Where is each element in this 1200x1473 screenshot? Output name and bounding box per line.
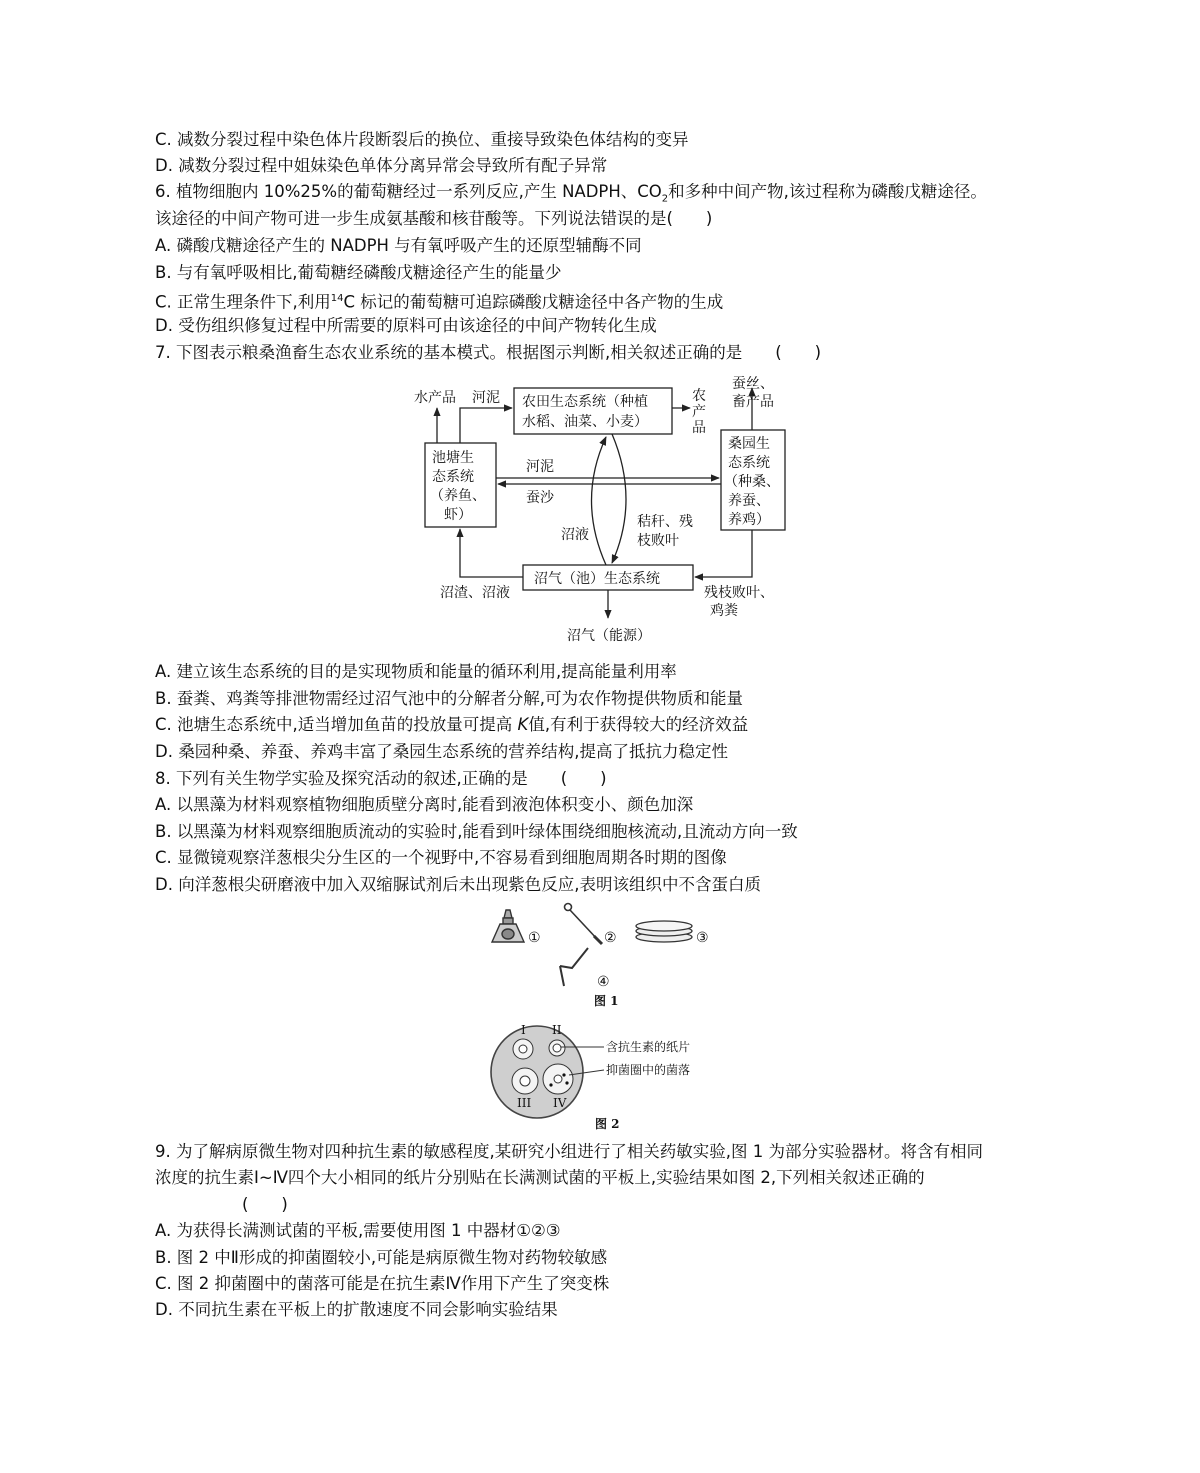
q9-option-d: D. 不同抗生素在平板上的扩散速度不同会影响实验结果 [155,1300,558,1319]
q8-option-a: A. 以黑藻为材料观察植物细胞质壁分离时,能看到液泡体积变小、颜色加深 [155,795,694,814]
q9-option-a: A. 为获得长满测试菌的平板,需要使用图 1 中器材①②③ [155,1221,561,1240]
straw-label-2: 枝败叶 [637,533,679,549]
q7-option-c-part: C. 池塘生态系统中,适当增加鱼苗的投放量可提高 [155,715,518,734]
pond-box-label-3: （养鱼、 [430,488,486,504]
label-antibiotic-disc: 含抗生素的纸片 [606,1040,691,1054]
q6-option-b: B. 与有氧呼吸相比,葡萄糖经磷酸戊糖途径产生的能量少 [155,263,562,282]
ecosystem-diagram [400,370,800,655]
mulberry-box-label-4: 养蚕、 [728,493,770,509]
q7-stem: 7. 下图表示粮桑渔畜生态农业系统的基本模式。根据图示判断,相关叙述正确的是 ( ) [155,343,822,362]
fig1-num-4: ④ [597,974,610,990]
mulberry-box-label-5: 养鸡） [728,512,770,528]
q9-stem-line3: ( ) [242,1195,288,1214]
agri-products-label-3: 品 [692,420,706,436]
water-products-label: 水产品 [414,390,456,406]
q5-option-c: C. 减数分裂过程中染色体片段断裂后的换位、重接导致染色体结构的变异 [155,130,689,149]
farm-box-label-2: 水稻、油菜、小麦） [522,414,648,430]
agri-products-label-2: 产 [692,404,706,420]
mulberry-box-label-1: 桑园生 [728,436,770,452]
fig1-num-2: ② [604,930,617,946]
q6-option-a: A. 磷酸戊糖途径产生的 NADPH 与有氧呼吸产生的还原型辅酶不同 [155,236,642,255]
mulberry-box-label-3: （种桑、 [724,474,780,490]
biogas-box-label: 沼气（池）生态系统 [534,571,660,587]
q7-option-b: B. 蚕粪、鸡粪等排泄物需经过沼气池中的分解者分解,可为农作物提供物质和能量 [155,689,744,708]
q6-option-c-part: C. 正常生理条件下,利用 [155,292,331,312]
farm-box-label-1: 农田生态系统（种植 [522,394,648,410]
river-mud-mid-label: 河泥 [526,459,554,475]
q6-option-c-superscript: 14 [330,293,344,304]
q9-option-b: B. 图 2 中Ⅱ形成的抑菌圈较小,可能是病原微生物对药物较敏感 [155,1248,608,1267]
silk-products-label-2: 畜产品 [732,394,774,410]
q6-option-c-part: C 标记的葡萄糖可追踪磷酸戊糖途径中各产物的生成 [343,292,724,312]
fig1-num-1: ① [528,930,541,946]
fig2-caption: 图 2 [595,1117,620,1131]
figure-1-lab-equipment [480,900,720,1010]
residue-slurry-label: 沼渣、沼液 [440,585,510,601]
fig1-num-3: ③ [696,930,709,946]
branches-label-1: 残枝败叶、 [704,585,774,601]
q7-option-d: D. 桑园种桑、养蚕、养鸡丰富了桑园生态系统的营养结构,提高了抵抗力稳定性 [155,742,728,761]
q7-option-a: A. 建立该生态系统的目的是实现物质和能量的循环利用,提高能量利用率 [155,662,677,681]
q8-option-b: B. 以黑藻为材料观察细胞质流动的实验时,能看到叶绿体围绕细胞核流动,且流动方向一致 [155,822,798,841]
biogas-energy-label: 沼气（能源） [567,628,651,644]
pond-box-label-4: 虾） [444,507,472,523]
silkworm-sand-label: 蚕沙 [526,490,554,506]
q8-option-d: D. 向洋葱根尖研磨液中加入双缩脲试剂后未出现紫色反应,表明该组织中不含蛋白质 [155,875,761,894]
petri-dish-icon [636,921,692,942]
q6-option-c [155,287,723,315]
q7-option-c [155,713,748,737]
mulberry-box-label-2: 态系统 [728,455,770,471]
q5-option-d: D. 减数分裂过程中姐妹染色单体分离异常会导致所有配子异常 [155,156,608,175]
q7-option-c-k: K [517,715,529,734]
fig1-caption: 图 1 [594,994,619,1008]
q6-stem-part: 6. 植物细胞内 10%25%的葡萄糖经过一系列反应,产生 NADPH、CO [155,182,662,201]
pond-box-label-1: 池塘生 [432,450,474,466]
pond-box-label-2: 态系统 [432,469,474,485]
label-colony: 抑菌圈中的菌落 [606,1063,691,1077]
q9-stem-line2: 浓度的抗生素Ⅰ~Ⅳ四个大小相同的纸片分别贴在长满测试菌的平板上,实验结果如图 2,下列相关叙述正确的 [155,1168,925,1187]
glass-spreader-icon [560,948,588,986]
inoculation-loop-icon [565,904,603,945]
figure-2-petri-plate [480,1015,740,1133]
q6-option-d: D. 受伤组织修复过程中所需要的原料可由该途径的中间产物转化生成 [155,316,657,335]
q8-stem: 8. 下列有关生物学实验及探究活动的叙述,正确的是 ( ) [155,769,607,788]
q8-option-c: C. 显微镜观察洋葱根尖分生区的一个视野中,不容易看到细胞周期各时期的图像 [155,848,727,867]
q6-stem-line2: 该途径的中间产物可进一步生成氨基酸和核苷酸等。下列说法错误的是( ) [155,209,713,228]
branches-label-2: 鸡粪 [710,603,738,619]
disc-label-iv: IV [553,1096,567,1110]
q9-option-c: C. 图 2 抑菌圈中的菌落可能是在抗生素Ⅳ作用下产生了突变株 [155,1274,610,1293]
river-mud-top-label: 河泥 [472,390,500,406]
agri-products-label-1: 农 [692,388,706,404]
q9-stem-line1: 9. 为了解病原微生物对四种抗生素的敏感程度,某研究小组进行了相关药敏实验,图 1 为部分实验器材。将含有相同 [155,1142,983,1161]
disc-label-ii: II [552,1023,562,1037]
q6-stem-subscript: 2 [661,193,669,205]
straw-label-1: 秸秆、残 [637,514,693,530]
alcohol-lamp-icon [492,910,524,942]
q6-stem-part: 和多种中间产物,该过程称为磷酸戊糖途径。 [668,182,987,201]
silk-products-label-1: 蚕丝、 [732,376,774,392]
disc-label-iii: III [517,1096,532,1110]
slurry-label: 沼液 [561,527,589,543]
q7-option-c-part: 值,有利于获得较大的经济效益 [528,715,749,734]
disc-label-i: I [521,1023,526,1037]
